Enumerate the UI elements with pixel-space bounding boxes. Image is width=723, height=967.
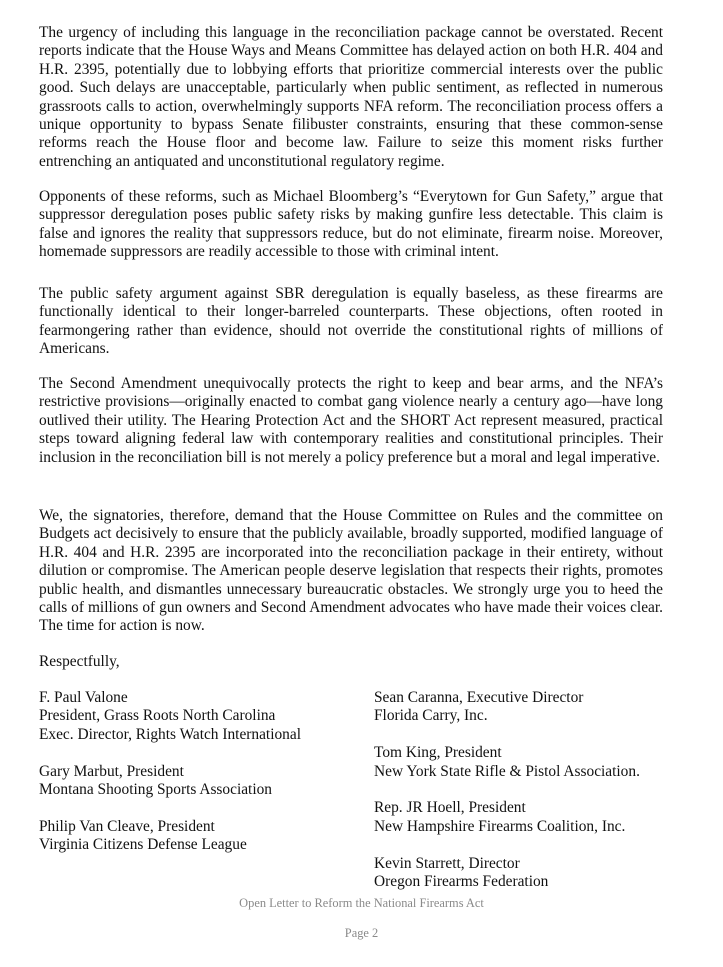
footer-page-number: Page 2 xyxy=(344,926,379,940)
paragraph-demand: We, the signatories, therefore, demand that the House Committee on Rules and the committee on Budgets act decisively to ensure that the publicly available, broadly supported, modified language of H.R. 404 and H.R. 2395 are incorporated into the reconciliation package in their entirety, without dilution or compromise. The American people deserve legislation that respects their rights, promotes public health, and dismantles unnecessary bureaucratic obstacles. We strongly urge you to heed the calls of millions of gun owners and Second Amendment advocates who have made their voices clear. The time for action is now. xyxy=(39,507,663,635)
signatory-block xyxy=(374,799,674,836)
signatory-name: Kevin Starrett, Director xyxy=(374,854,520,872)
signatory-name: Gary Marbut, President xyxy=(39,762,184,780)
signatory-name: Tom King, President xyxy=(374,744,502,762)
signatory-organization: Montana Shooting Sports Association xyxy=(39,781,273,799)
signatory-block xyxy=(39,763,359,800)
signatory-organization: New York State Rifle & Pistol Association. xyxy=(374,762,640,780)
paragraph-second-amendment: The Second Amendment unequivocally protects the right to keep and bear arms, and the NFA’s restrictive provisions—originally enacted to combat gang violence nearly a century ago—have long outlived their utility. The Hearing Protection Act and the SHORT Act represent measured, practical steps toward aligning federal law with contemporary realities and constitutional principles. Their inclusion in the reconciliation bill is not merely a policy preference but a moral and legal imperative. xyxy=(39,375,663,466)
paragraph-opponents: Opponents of these reforms, such as Michael Bloomberg’s “Everytown for Gun Safety,” argue that suppressor deregulation poses public safety risks by making gunfire less detectable. This claim is false and ignores the reality that suppressors reduce, but do not eliminate, firearm noise. Moreover, homemade suppressors are readily accessible to those with criminal intent. xyxy=(39,188,663,261)
signatories-left-column xyxy=(39,689,359,855)
signatories-right-column xyxy=(374,689,674,891)
signatory-name: F. Paul Valone xyxy=(39,689,128,706)
signatory-block xyxy=(374,744,674,781)
paragraph-sbr-safety: The public safety argument against SBR deregulation is equally baseless, as these firearms are functionally identical to their longer-barreled counterparts. These objections, often rooted in fearmongering rather than evidence, should not override the constitutional rights of millions of Americans. xyxy=(39,285,663,358)
signatory-block xyxy=(374,855,674,892)
signatory-name: Philip Van Cleave, President xyxy=(39,817,215,835)
footer-document-title: Open Letter to Reform the National Firearms Act xyxy=(239,896,484,910)
signatory-organization: Virginia Citizens Defense League xyxy=(39,836,247,854)
signatory-organization: New Hampshire Firearms Coalition, Inc. xyxy=(374,817,626,835)
closing-salutation: Respectfully, xyxy=(39,653,120,670)
signatory-block xyxy=(39,818,359,855)
signatory-organization: Florida Carry, Inc. xyxy=(374,707,488,725)
paragraph-urgency: The urgency of including this language in the reconciliation package cannot be overstated. Recent reports indicate that the House Ways and Means Committee has delayed action on both H.R. 404 and H.R. 2395, potentially due to lobbying efforts that prioritize commercial interests over the public good. Such delays are unacceptable, particularly when public sentiment, as reflected in numerous grassroots calls to action, overwhelmingly supports NFA reform. The reconciliation process offers a unique opportunity to bypass Senate filibuster constraints, ensuring that these common-sense reforms reach the House floor and become law. Failure to seize this moment risks further entrenching an antiquated and unconstitutional regulatory regime. xyxy=(39,24,663,170)
signatory-organization: Oregon Firearms Federation xyxy=(374,873,549,891)
signatory-name: Sean Caranna, Executive Director xyxy=(374,689,584,706)
signatory-title: Exec. Director, Rights Watch International xyxy=(39,725,301,743)
signatory-title: President, Grass Roots North Carolina xyxy=(39,707,276,725)
signatory-block xyxy=(374,689,674,726)
signatory-name: Rep. JR Hoell, President xyxy=(374,799,526,817)
signatory-block xyxy=(39,689,359,744)
